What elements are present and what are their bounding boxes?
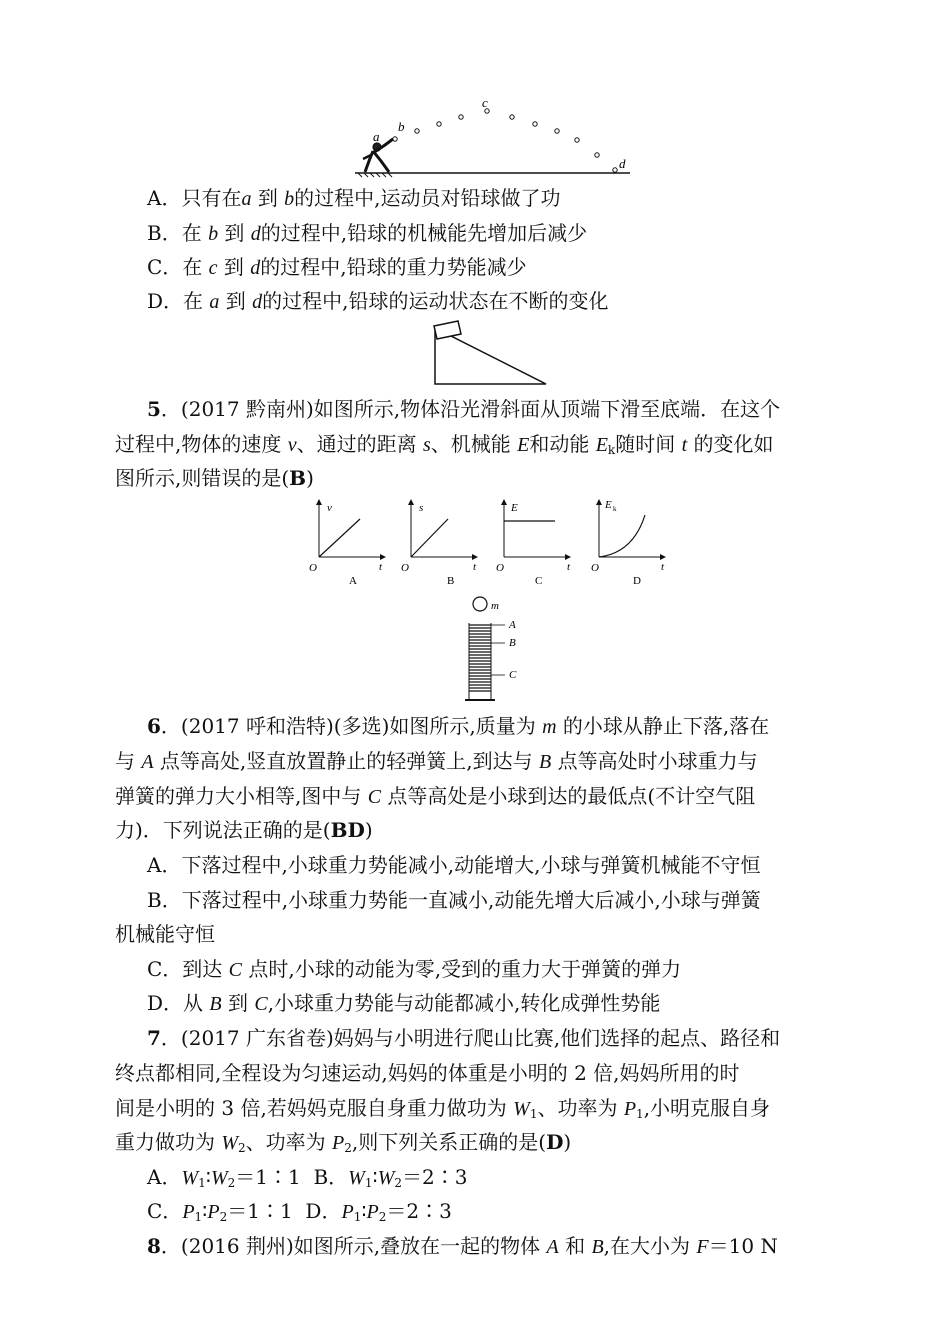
graph-a	[309, 500, 385, 587]
q5-line-2: 过程中,物体的速度 v、通过的距离 s、机械能 E和动能 $E_k$随时间 t 的变化如	[115, 432, 774, 457]
label-b: b	[398, 119, 405, 134]
q4-option-a: A．只有在a 到 b的过程中,运动员对铅球做了功	[147, 186, 561, 210]
svg-text:O: O	[401, 562, 409, 574]
svg-text:t: t	[567, 561, 571, 573]
graph-c	[496, 500, 571, 587]
q5-line-1: 5．(2017 黔南州)如图所示,物体沿光滑斜面从顶端下滑至底端．在这个	[147, 397, 781, 421]
svg-text:B: B	[447, 575, 455, 587]
svg-text:t: t	[473, 561, 477, 573]
svg-text:O: O	[591, 562, 599, 574]
q7-options-ab: A．$W_1∶W_2=1∶1$ B．$W_1∶W_2=2∶3$	[147, 1165, 468, 1190]
q6-option-c: C．到达 C 点时,小球的动能为零,受到的重力大于弹簧的弹力	[147, 957, 682, 981]
svg-text:A: A	[349, 575, 357, 587]
q6-line-1: 6．(2017 呼和浩特)(多选)如图所示,质量为 m 的小球从静止下落,落在	[147, 714, 770, 738]
svg-text:v: v	[327, 502, 332, 514]
q4-option-c: C．在 c 到 d的过程中,铅球的重力势能减少	[147, 255, 527, 279]
graph-d	[591, 499, 665, 587]
q5-line-3: 图所示,则错误的是(B)	[115, 466, 314, 490]
block	[434, 321, 461, 339]
svg-text:C: C	[535, 575, 543, 587]
svg-text:B: B	[509, 637, 516, 649]
svg-text:E: E	[511, 502, 518, 514]
svg-text:E: E	[605, 499, 612, 511]
q6-option-d: D．从 B 到 C,小球重力势能与动能都减小,转化成弹性势能	[147, 991, 661, 1015]
trajectory-dots	[393, 109, 617, 172]
q7-line-3: 间是小明的 3 倍,若妈妈克服自身重力做功为 $W_1$、功率为 $P_1$,小明克服自身	[115, 1096, 771, 1121]
ball	[473, 597, 487, 611]
q6-option-a: A．下落过程中,小球重力势能减小,动能增大,小球与弹簧机械能不守恒	[147, 853, 761, 877]
q5-graphs	[305, 495, 685, 590]
incline-figure	[430, 318, 550, 388]
q8-line-1: 8．(2016 荆州)如图所示,叠放在一起的物体 A 和 B,在大小为 F＝10 N	[147, 1234, 778, 1258]
q6-option-b: B．下落过程中,小球重力势能一直减小,动能先增大后减小,小球与弹簧	[147, 888, 761, 912]
shotput-figure	[355, 95, 645, 180]
q4-option-d: D．在 a 到 d的过程中,铅球的运动状态在不断的变化	[147, 289, 609, 313]
spring-figure	[455, 595, 535, 705]
svg-text:O: O	[496, 562, 504, 574]
label-d: d	[619, 156, 626, 171]
svg-text:m: m	[491, 600, 499, 612]
q7-line-4: 重力做功为 $W_2$、功率为 $P_2$,则下列关系正确的是(D)	[115, 1130, 572, 1155]
svg-text:C: C	[509, 669, 517, 681]
q4-option-b: B．在 b 到 d的过程中,铅球的机械能先增加后减少	[147, 221, 588, 245]
q7-line-1: 7．(2017 广东省卷)妈妈与小明进行爬山比赛,他们选择的起点、路径和	[147, 1026, 781, 1050]
q6-option-b-cont: 机械能守恒	[115, 922, 215, 946]
svg-text:O: O	[309, 562, 317, 574]
svg-text:t: t	[379, 561, 383, 573]
svg-text:D: D	[633, 575, 641, 587]
q6-line-2: 与 A 点等高处,竖直放置静止的轻弹簧上,到达与 B 点等高处时小球重力与	[115, 749, 758, 773]
graph-b	[401, 500, 477, 587]
q6-line-4: 力)．下列说法正确的是(BD)	[115, 818, 373, 842]
svg-text:A: A	[509, 619, 516, 631]
svg-text:t: t	[661, 561, 665, 573]
q6-line-3: 弹簧的弹力大小相等,图中与 C 点等高处是小球到达的最低点(不计空气阻	[115, 784, 756, 808]
spring-coils	[469, 625, 491, 691]
q7-line-2: 终点都相同,全程设为匀速运动,妈妈的体重是小明的 2 倍,妈妈所用的时	[115, 1061, 740, 1085]
label-c: c	[482, 95, 488, 110]
svg-text:s: s	[419, 502, 424, 514]
q7-options-cd: C．$P_1∶P_2=1∶1$ D．$P_1∶P_2=2∶3$	[147, 1199, 452, 1224]
label-a: a	[373, 129, 380, 144]
svg-text:k: k	[613, 505, 617, 513]
